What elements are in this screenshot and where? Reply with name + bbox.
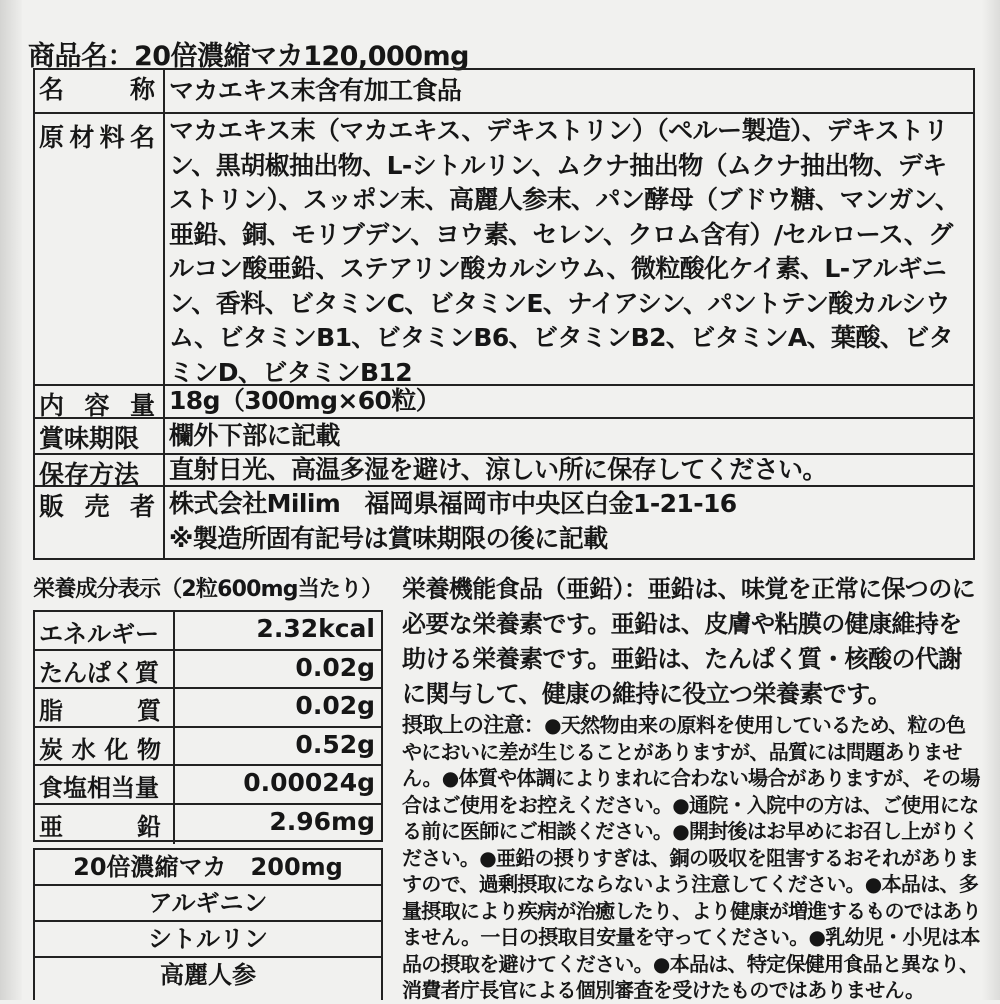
nutrition-row-salt xyxy=(35,766,381,805)
nutrition-key: 脂 質 xyxy=(35,689,175,726)
package-left-edge xyxy=(0,0,22,1000)
ingredient-amount-table xyxy=(33,848,383,1000)
row-ingredients xyxy=(35,114,973,386)
nutrition-key: エネルギー xyxy=(35,612,175,649)
key-ingredients: 原 材 料 名 xyxy=(35,114,165,384)
ingredient-amount-row: 高麗人参 xyxy=(160,961,256,989)
row-name xyxy=(35,70,973,114)
nutrition-value: 2.32kcal xyxy=(256,614,375,643)
functional-food-statement: 栄養機能食品（亜鉛）：亜鉛は、味覚を正常に保つのに必要な栄養素です。亜鉛は、皮膚や粘膜の健康維持を助ける栄養素です。亜鉛は、たんぱく質・核酸の代謝に関与して、健康の維持に役立つ栄養素です。 xyxy=(402,575,975,708)
value-storage: 直射日光、高温多湿を避け、涼しい所に保存してください。 xyxy=(169,455,827,484)
nutrition-row-carbs xyxy=(35,728,381,767)
ingredient-amount-row: シトルリン xyxy=(35,922,381,958)
nutrition-key: たんぱく質 xyxy=(35,651,175,688)
key-seller: 販 売 者 xyxy=(35,487,165,559)
nutrition-key: 食塩相当量 xyxy=(35,766,175,803)
caution-heading: 摂取上の注意： xyxy=(402,713,545,737)
package-right-edge xyxy=(982,0,1000,1000)
ingredient-amount-row: 20倍濃縮マカ 200mg xyxy=(35,850,381,886)
nutrition-value: 0.00024g xyxy=(243,768,375,798)
nutrition-row-zinc xyxy=(35,805,381,844)
value-name: マカエキス末含有加工食品 xyxy=(169,76,462,105)
nutrition-value: 0.02g xyxy=(295,691,375,721)
key-content: 内 容 量 xyxy=(35,386,165,417)
row-seller xyxy=(35,487,973,559)
nutrition-value: 0.02g xyxy=(295,652,375,682)
key-best-before: 賞味期限 xyxy=(35,419,165,453)
row-content xyxy=(35,386,973,419)
manufacturer-note: ※製造所固有記号は賞味期限の後に記載 xyxy=(169,523,608,553)
caution-text: ●天然物由来の原料を使用しているため、粒の色やにおいに差が生じることがありますが、品質には問題ありません。●体質や体調によりまれに合わない場合がありますが、その場合はご使用をお控えください。●通院・入院中の方は、ご使用になる前に医師にご相談ください。●開封後はお早めにお召し上がりください。●亜鉛の摂りすぎは、銅の吸収を阻害するおそれがありますので、過剰摂取にならないよう注意してください。●本品は、多量摂取により疾病が治癒したり、より健康が増進するものではありません。一日の摂取目安量を守ってください。●乳幼児・小児は本品の摂取を避けてください。●本品は、特定保健用食品と異なり、消費者庁長官による個別審査を受けたものではありません。 xyxy=(402,713,981,1002)
nutrition-table xyxy=(33,610,383,842)
value-ingredients: マカエキス末（マカエキス、デキストリン）（ペルー製造）、デキストリン、黒胡椒抽出物、L-シトルリン、ムクナ抽出物（ムクナ抽出物、デキストリン）、スッポン末、高麗人参末、パン酵母（ブドウ糖、マンガン、亜鉛、銅、モリブデン、ヨウ素、セレン、クロム含有）/セルロース、グルコン酸亜鉛、ステアリン酸カルシウム、微粒酸化ケイ素、L-アルギニン、香料、ビタミンC、ビタミンE、ナイアシン、パントテン酸カルシウム、ビタミンB1、ビタミンB6、ビタミンB2、ビタミンA、葉酸、ビタミンD、ビタミンB12 xyxy=(169,116,960,387)
value-best-before: 欄外下部に記載 xyxy=(169,421,340,450)
intake-caution xyxy=(402,712,982,1004)
nutrition-value: 0.52g xyxy=(295,729,375,759)
value-seller xyxy=(169,487,965,556)
row-best-before xyxy=(35,419,973,455)
product-name: 商品名：20倍濃縮マカ120,000mg xyxy=(28,41,470,72)
ingredient-amount-row: アルギニン xyxy=(35,886,381,922)
nutrition-key: 亜 鉛 xyxy=(35,805,175,844)
label-table xyxy=(33,68,975,560)
seller-address: 株式会社Milim 福岡県福岡市中央区白金1-21-16 xyxy=(169,489,737,518)
nutrition-key: 炭 水 化 物 xyxy=(35,728,175,765)
value-content: 18g（300mg×60粒） xyxy=(169,386,441,415)
nutrition-row-protein xyxy=(35,651,381,690)
nutrition-row-energy xyxy=(35,612,381,651)
row-storage xyxy=(35,455,973,487)
key-storage: 保存方法 xyxy=(35,455,165,485)
nutrition-title: 栄養成分表示（2粒600mg当たり） xyxy=(33,577,383,602)
nutrition-row-fat xyxy=(35,689,381,728)
key-name: 名 称 xyxy=(35,70,165,112)
nutrition-value: 2.96mg xyxy=(269,807,375,836)
